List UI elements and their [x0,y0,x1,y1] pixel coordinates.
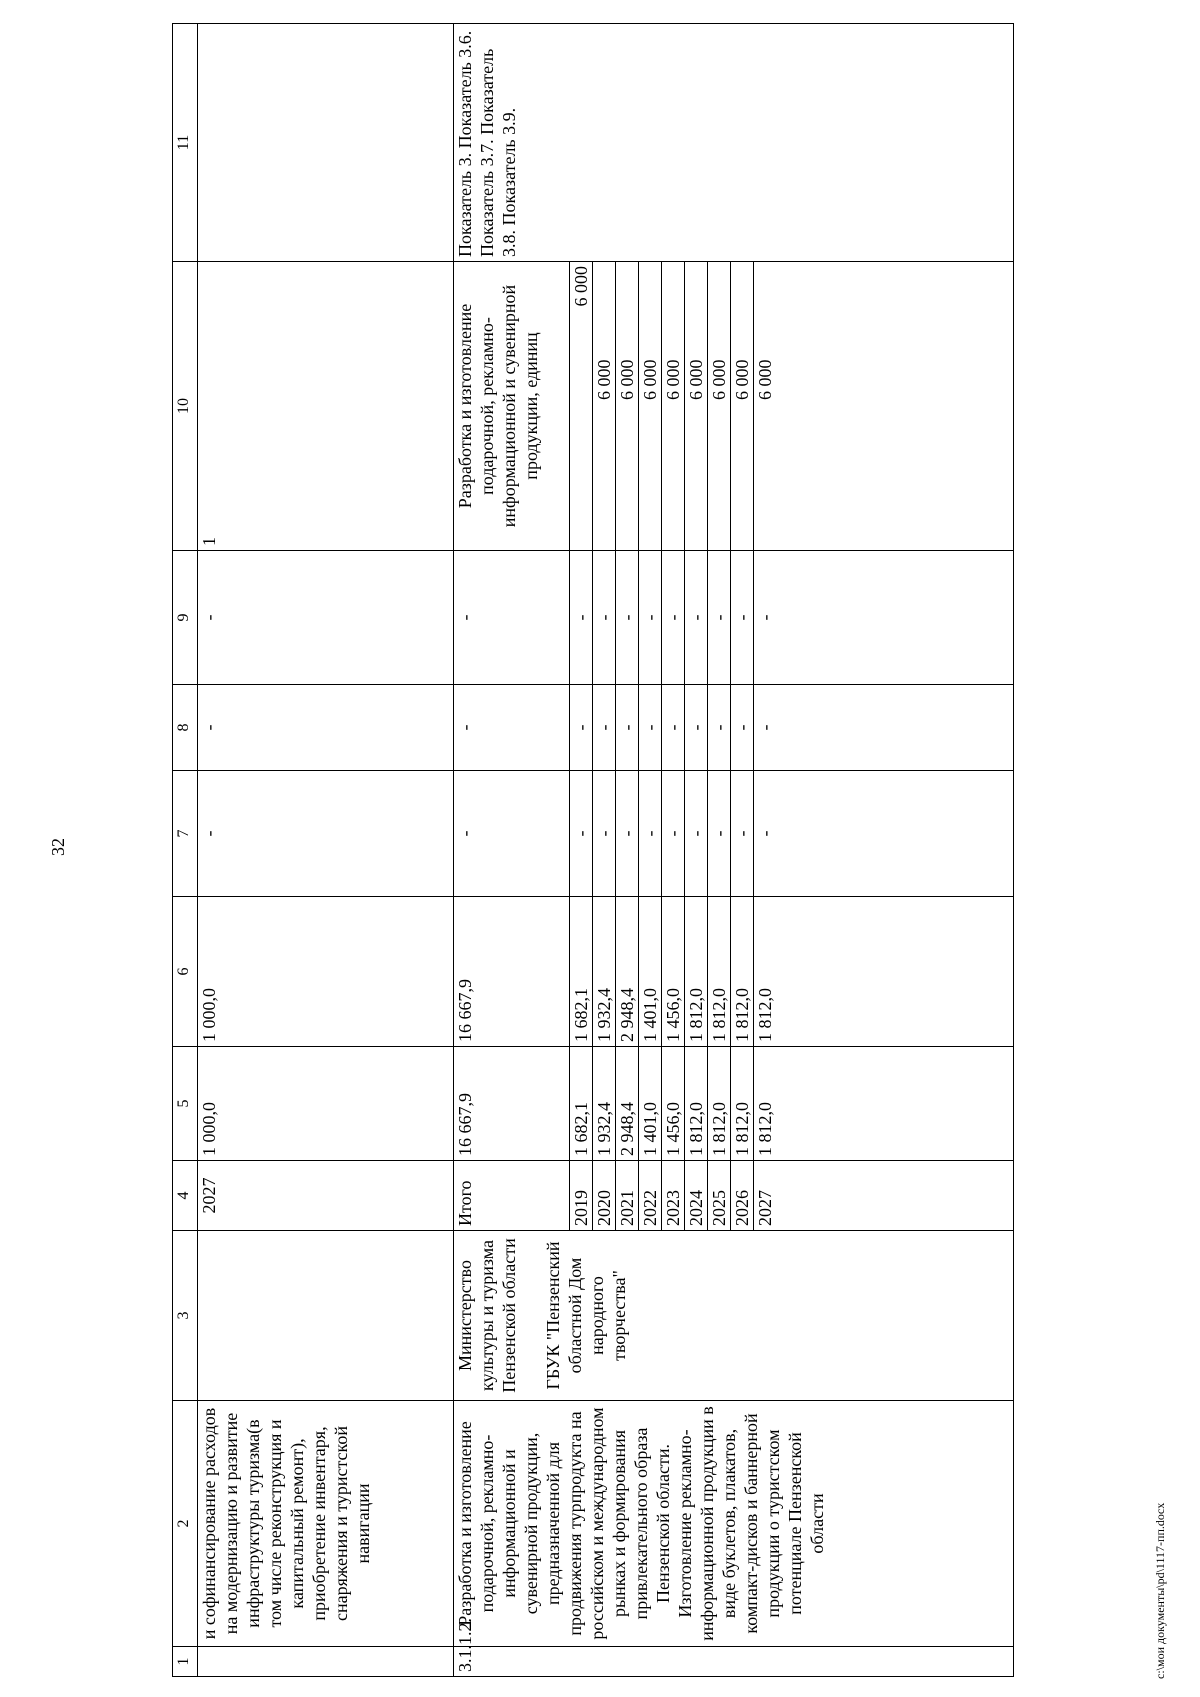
col-header: 1 [173,1647,198,1677]
page-number: 32 [48,838,68,856]
year-row: 2021 2 948,4 2 948,4 - - - 6 000 [616,24,639,1677]
indicator-ref: Показатель 3. Показатель 3.6. Показатель 3.7. Показатель 3.8. Показатель 3.9. [454,24,1014,262]
amount-cell: - [454,771,570,897]
footer-path: c:\мои документы\pd\1117-пп.docx [1153,1502,1167,1679]
table-row [198,24,454,1677]
total-label: Итого [454,1161,570,1231]
indicator-name: Разработка и изготовление подарочной, рекламно-информационной и сувенирной продукции, единиц [454,262,570,551]
year-row: 2026 1 812,0 1 812,0 - - - 6 000 [731,24,754,1677]
amount-cell: - [198,685,454,771]
item-number: 3.1.1.2. [454,1647,1014,1677]
col-header: 6 [173,897,198,1047]
program-table [172,23,1014,1677]
col-header: 10 [173,262,198,551]
amount-cell: 1 000,0 [198,1047,454,1161]
activity-text: Разработка и изготовление подарочной, рекламно-информационной и сувенирной продукции, предназначенной для продвижения турпродукта на российском и международном рынках и формирования привлекательного образа Пензенской области. Изготовление рекламно-информационной продукции в виде буклетов, плакатов, компакт-дисков и баннерной продукции о туристском потенциале Пензенской области [454,1401,1014,1647]
indicator-value: 1 [198,262,454,551]
activity-text: и софинансирование расходов на модернизацию и развитие инфраструктуры туризма(в том числе реконструкция и капитальный ремонт), приобретение инвентаря, снаряжения и туристской навигации [198,1401,454,1647]
year-row: 2022 1 401,0 1 401,0 - - - 6 000 [639,24,662,1677]
table-row [454,24,570,1677]
amount-cell: - [454,551,570,685]
amount-cell: 1 000,0 [198,897,454,1047]
responsible-ministry: Министерство культуры и туризма Пензенской области [455,1238,519,1393]
year-row: 2019 1 682,1 1 682,1 - - - 6 000 [570,24,593,1677]
year-cell: 2027 [198,1161,454,1231]
responsible-cell [454,1231,1014,1401]
header-row [173,24,198,1677]
year-row: 2024 1 812,0 1 812,0 - - - 6 000 [685,24,708,1677]
col-header: 7 [173,771,198,897]
col-header: 3 [173,1231,198,1401]
amount-cell: 16 667,9 [454,1047,570,1161]
amount-cell: - [198,771,454,897]
year-row: 2027 1 812,0 1 812,0 - - - 6 000 [754,24,1014,1677]
col-header: 8 [173,685,198,771]
amount-cell: - [454,685,570,771]
amount-cell: 16 667,9 [454,897,570,1047]
col-header: 9 [173,551,198,685]
year-row: 2020 1 932,4 1 932,4 - - - 6 000 [593,24,616,1677]
year-row: 2023 1 456,0 1 456,0 - - - 6 000 [662,24,685,1677]
responsible-institution: ГБУК "Пензенский областной Дом народного творчества" [543,1241,629,1390]
indicator-ref [198,24,454,262]
col-header: 4 [173,1161,198,1231]
col-header: 11 [173,24,198,262]
year-row: 2025 1 812,0 1 812,0 - - - 6 000 [708,24,731,1677]
amount-cell: - [198,551,454,685]
col-header: 5 [173,1047,198,1161]
col-header: 2 [173,1401,198,1647]
